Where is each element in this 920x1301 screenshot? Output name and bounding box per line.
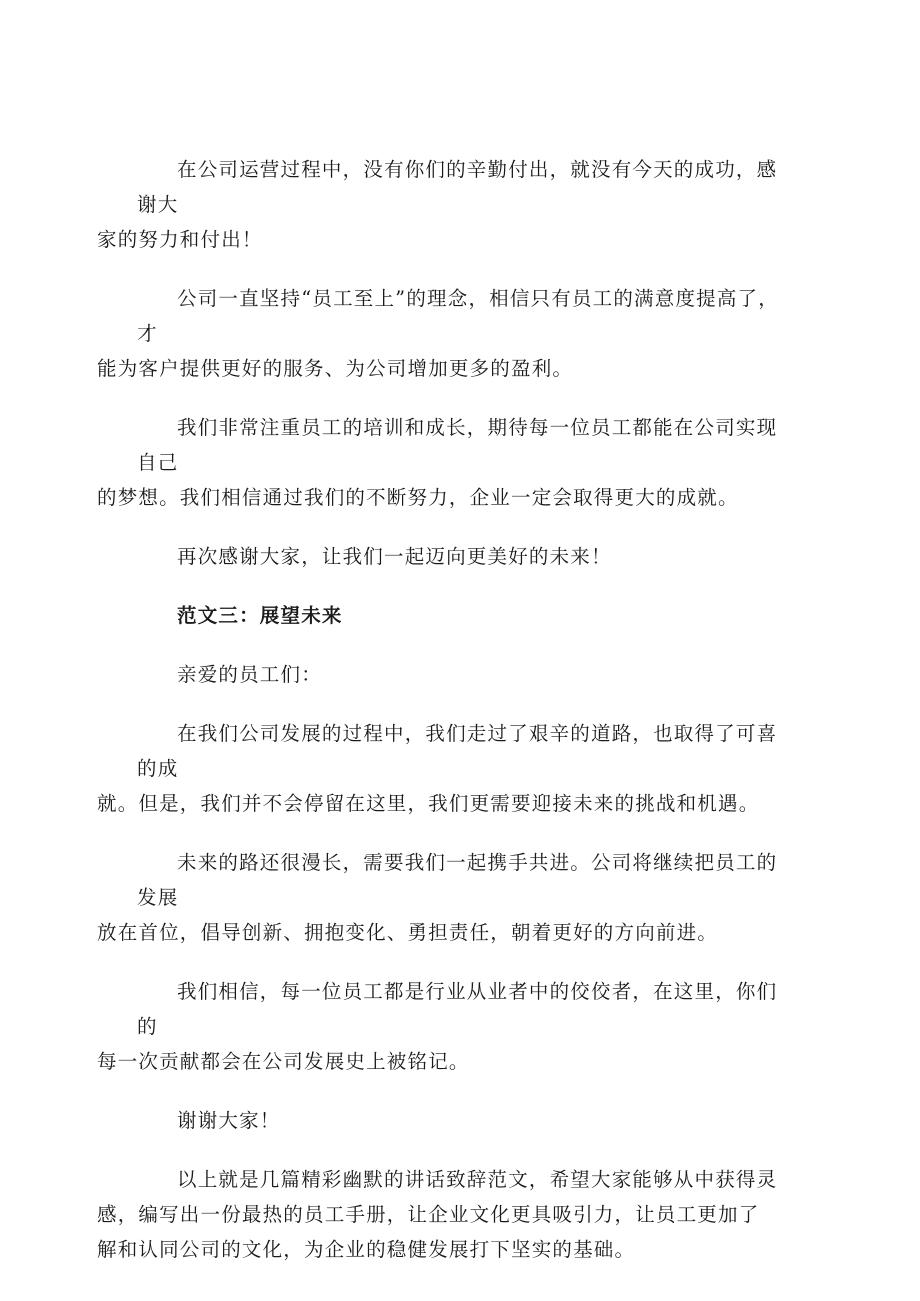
text-line: 未来的路还很漫长，需要我们一起携手共进。公司将继续把员工的发展: [137, 851, 778, 909]
text-line: 公司一直坚持“员工至上”的理念，相信只有员工的满意度提高了，才: [137, 287, 779, 345]
text-line: 以上就是几篇精彩幽默的讲话致辞范文，希望大家能够从中获得灵: [177, 1168, 778, 1191]
paragraph-summary: [97, 1162, 797, 1267]
text-line: 亲爱的员工们：: [177, 663, 322, 686]
text-line: 感，编写出一份最热的员工手册，让企业文化更具吸引力，让员工更加了: [97, 1203, 760, 1226]
paragraph-believe: [97, 974, 797, 1079]
text-line: 谢谢大家！: [177, 1109, 281, 1132]
paragraph-development: [97, 716, 797, 821]
text-line: 解和认同公司的文化，为企业的稳健发展打下坚实的基础。: [97, 1238, 636, 1261]
text-line: 每一次贡献都会在公司发展史上被铭记。: [97, 1050, 470, 1073]
section-heading: [137, 598, 797, 633]
text-line: 放在首位，倡导创新、拥抱变化、勇担责任，朝着更好的方向前进。: [97, 921, 719, 944]
text-line: 能为客户提供更好的服务、为公司增加更多的盈利。: [97, 357, 574, 380]
text-line: 我们相信，每一位员工都是行业从业者中的佼佼者，在这里，你们的: [137, 980, 778, 1038]
paragraph-thanks-effort: [97, 152, 797, 257]
text-line: 就。但是，我们并不会停留在这里，我们更需要迎接未来的挑战和机遇。: [97, 792, 760, 815]
closing-thanks: [137, 1103, 797, 1138]
text-line: 在公司运营过程中，没有你们的辛勤付出，就没有今天的成功，感谢大: [137, 158, 778, 216]
heading-text: 范文三：展望未来: [177, 604, 343, 627]
document-body: [97, 152, 797, 1291]
text-line: 家的努力和付出！: [97, 228, 263, 251]
paragraph-employee-first: [97, 281, 797, 386]
greeting: [137, 657, 797, 692]
text-line: 我们非常注重员工的培训和成长，期待每一位员工都能在公司实现自己: [137, 416, 778, 474]
paragraph-training-growth: [97, 410, 797, 515]
text-line: 再次感谢大家，让我们一起迈向更美好的未来！: [177, 545, 612, 568]
paragraph-future-road: [97, 845, 797, 950]
paragraph-thanks-again: [137, 539, 797, 574]
text-line: 在我们公司发展的过程中，我们走过了艰辛的道路，也取得了可喜的成: [137, 722, 778, 780]
text-line: 的梦想。我们相信通过我们的不断努力，企业一定会取得更大的成就。: [97, 486, 739, 509]
